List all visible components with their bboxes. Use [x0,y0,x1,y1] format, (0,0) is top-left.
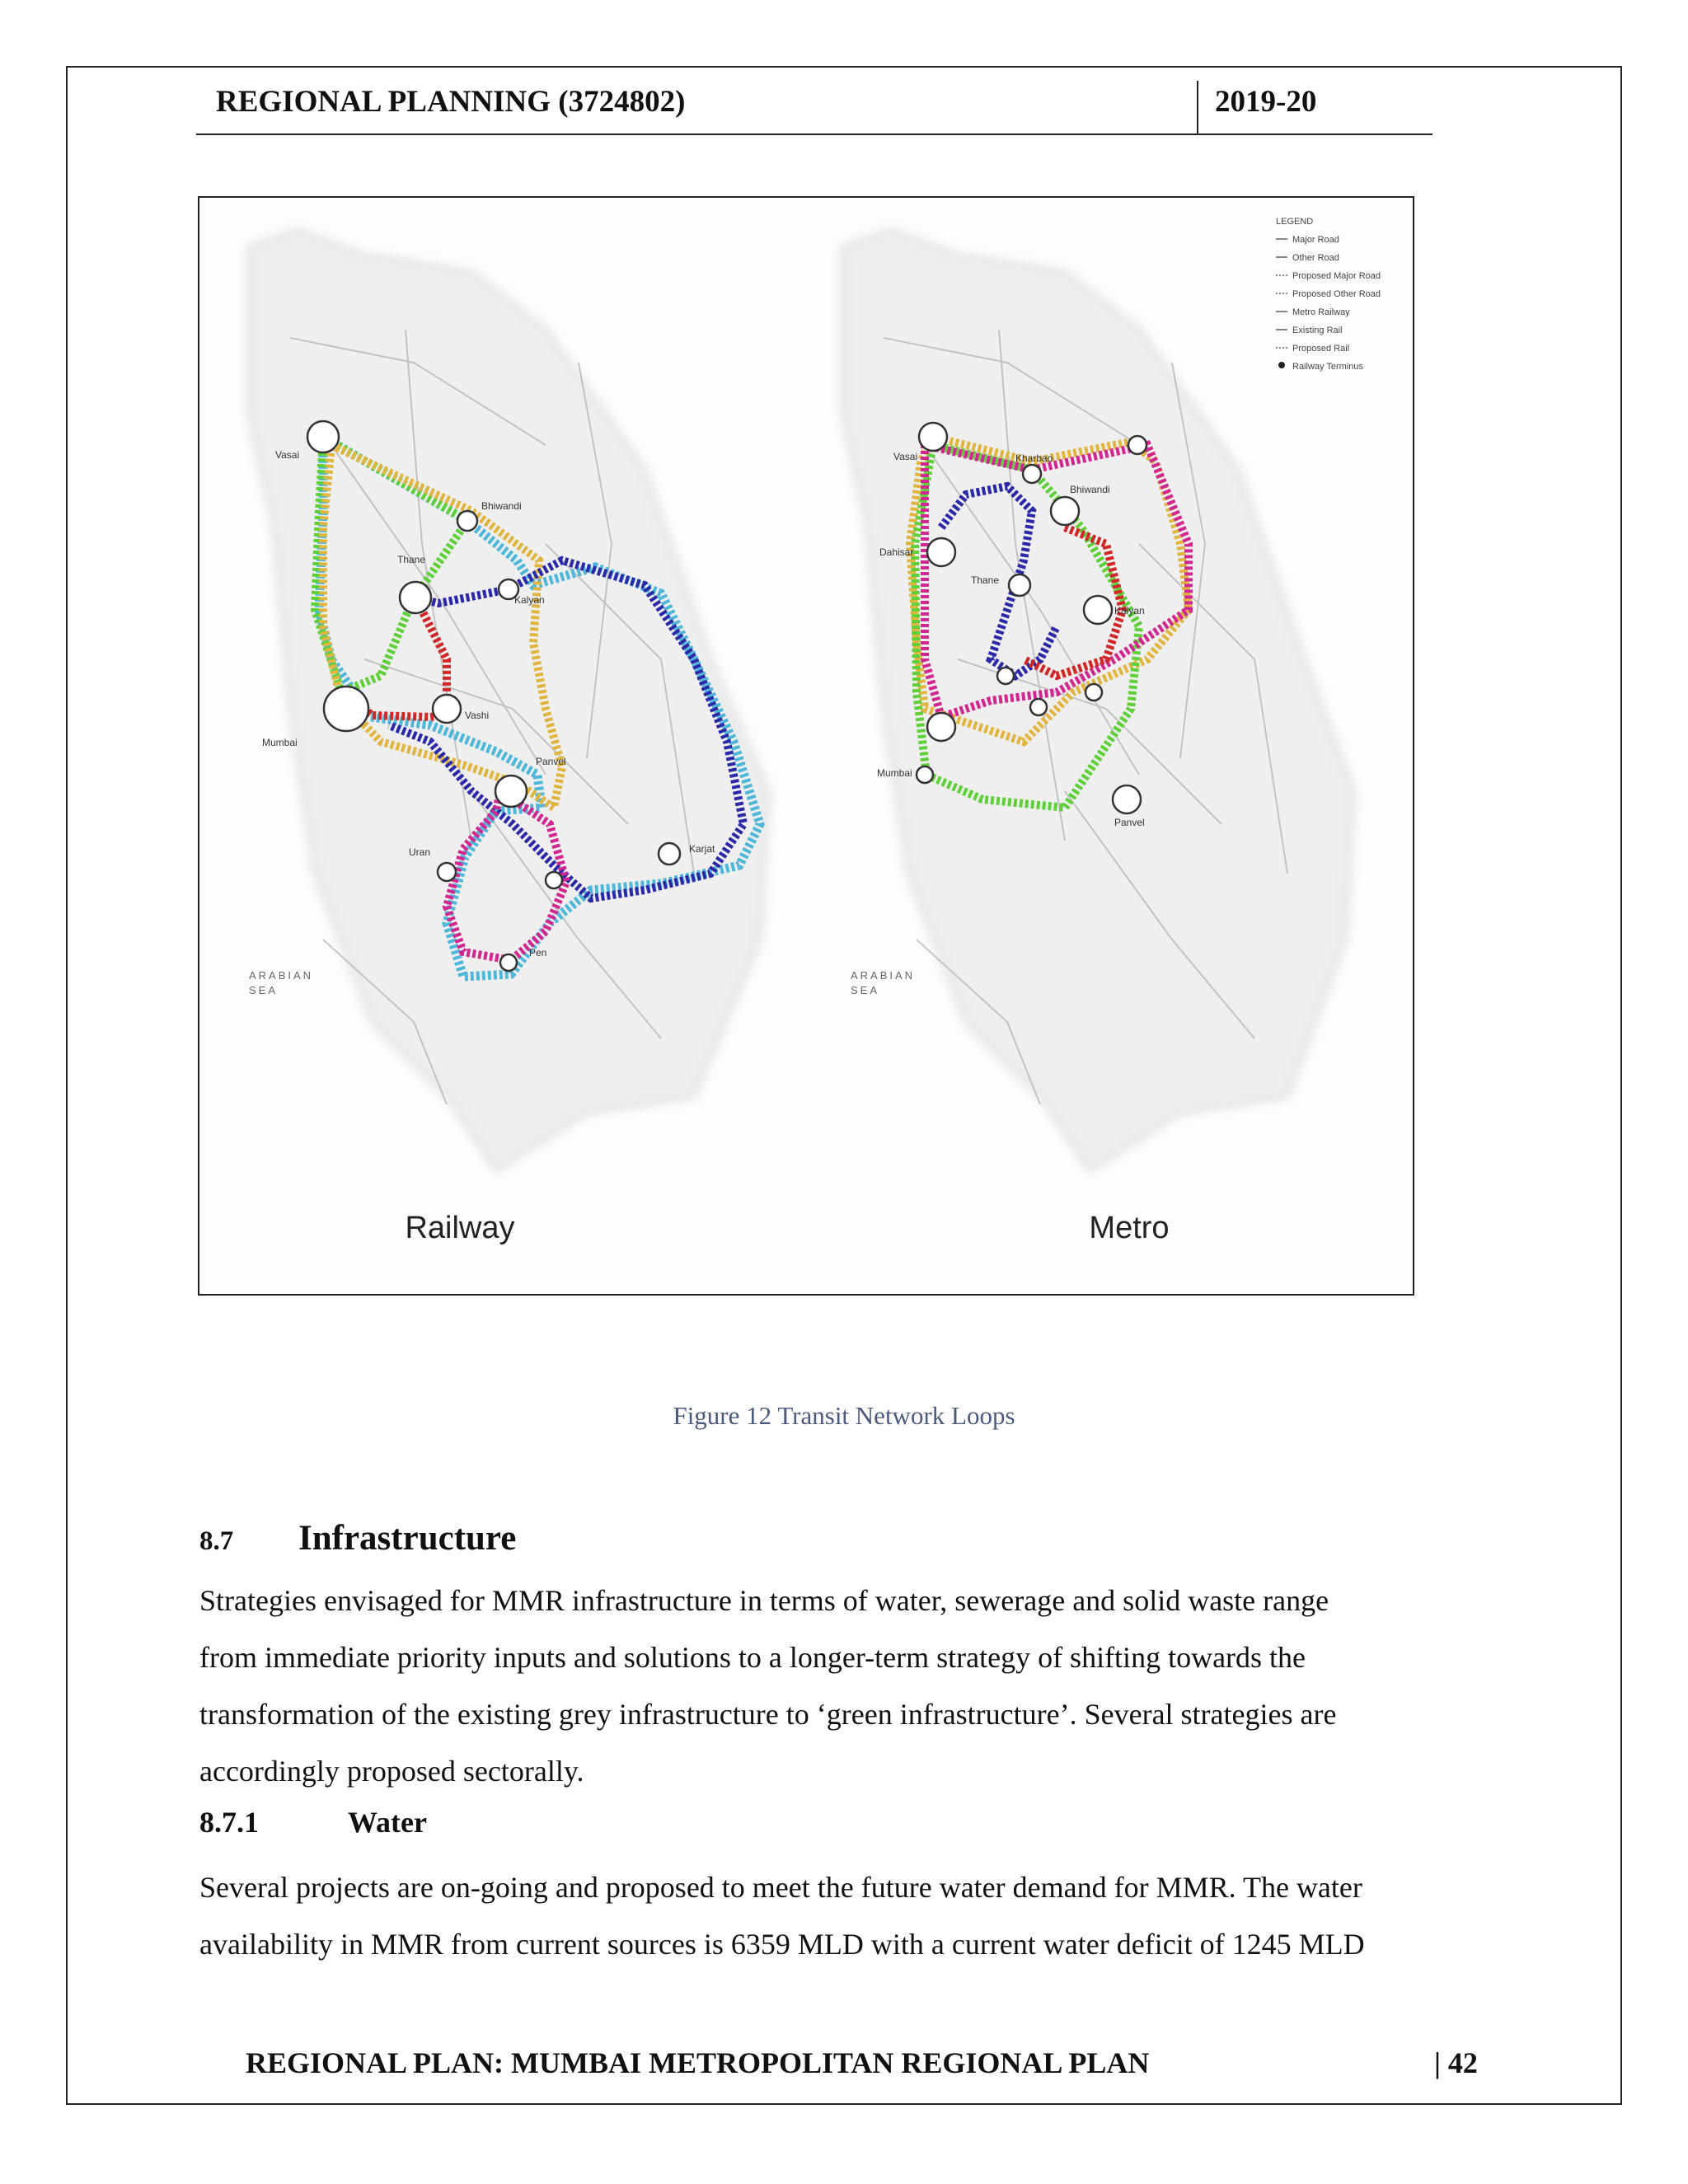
paragraph-line: Strategies envisaged for MMR infrastructure in terms of water, sewerage and solid waste range [199,1584,1329,1617]
subsection-paragraph [199,1859,1482,1973]
metro-station-vasai [919,423,947,451]
section-heading [199,1518,516,1558]
metro-station-kalyan [1084,596,1112,624]
label-kalyan: Kalyan [514,594,545,606]
station-vasai [307,421,339,452]
section-number: 8.7 [199,1526,234,1556]
station-uran [438,863,456,881]
label-thane: Thane [397,554,426,565]
page-header [196,81,1432,135]
subsection-number: 8.7.1 [199,1806,259,1839]
railway-sea-label-2: SEA [249,984,279,996]
station-thane [400,582,431,613]
station-mumbai [324,687,368,731]
legend-item-5: Metro Railway [1292,307,1350,317]
footer-title: REGIONAL PLAN: MUMBAI METROPOLITAN REGIONAL PLAN [246,2046,1150,2079]
metro-label-mumbai: Mumbai [877,767,912,779]
header-divider [1197,81,1198,134]
transit-maps [199,198,1413,1294]
paragraph-line: Several projects are on-going and proposed to meet the future water demand for MMR. The water [199,1871,1362,1904]
header-course-title: REGIONAL PLANNING (3724802) [216,85,686,119]
metro-label-thane: Thane [971,574,1000,586]
metro-station-thane [1009,574,1030,596]
legend-item-8: Railway Terminus [1292,362,1363,372]
label-mumbai: Mumbai [262,737,298,748]
station-pen [500,954,517,971]
station-karjat [659,843,680,865]
paragraph-line: accordingly proposed sectorally. [199,1755,584,1788]
legend-item-3: Proposed Major Road [1292,271,1381,281]
label-panvel: Panvel [536,756,566,767]
subsection-title: Water [348,1806,427,1839]
subsection-heading [199,1805,427,1840]
metro-station-kharbao [1023,465,1041,483]
header-year: 2019-20 [1215,85,1317,119]
label-vashi: Vashi [465,710,490,721]
paragraph-line: from immediate priority inputs and solutions to a longer-term strategy of shifting towards the [199,1641,1306,1674]
metro-label-bhiwandi: Bhiwandi [1070,484,1110,495]
railway-sea-label-1: ARABIAN [249,969,314,982]
metro-sea-label-1: ARABIAN [851,969,916,982]
metro-station-east [1030,699,1047,715]
station-junction [546,872,562,888]
metro-label-kalyan: Kalyan [1114,605,1145,616]
metro-map-title: Metro [1089,1211,1170,1245]
legend-item-1: Major Road [1292,235,1339,245]
metro-station-bhiwandi [1051,497,1079,525]
paragraph-line: transformation of the existing grey infrastructure to ‘green infrastructure’. Several strategies are [199,1698,1337,1731]
paragraph-line: availability in MMR from current sources is 6359 MLD with a current water deficit of 1245 MLD [199,1928,1365,1961]
legend-item-4: Proposed Other Road [1292,289,1381,299]
legend-item-7: Proposed Rail [1292,344,1350,354]
legend-item-6: Existing Rail [1292,326,1343,335]
label-uran: Uran [409,846,431,858]
metro-label-panvel: Panvel [1114,817,1145,828]
metro-station-central [927,713,955,741]
metro-label-kharbao: Kharbao [1015,452,1053,464]
station-vashi [433,695,461,723]
label-karjat: Karjat [689,843,715,855]
station-bhiwandi [457,511,477,531]
label-pen: Pen [529,947,547,958]
metro-sea-label-2: SEA [851,984,880,996]
section-title: Infrastructure [298,1519,517,1558]
legend-item-2: Other Road [1292,253,1339,263]
figure-caption: Figure 12 Transit Network Loops [673,1401,1015,1430]
metro-label-dahisar: Dahisar [879,546,914,558]
metro-station-terminus-ne [1128,436,1146,454]
railway-map [249,231,768,1245]
metro-station-dahisar [927,538,955,566]
label-bhiwandi: Bhiwandi [481,500,522,512]
label-vasai: Vasai [275,449,300,461]
transit-figure [198,196,1414,1296]
metro-legend [1276,217,1381,372]
metro-station-panvel [1113,785,1141,813]
station-panvel [495,776,527,807]
metro-station-mumbai [917,766,933,783]
metro-map [842,217,1381,1245]
metro-station-mid [997,668,1014,684]
metro-label-vasai: Vasai [893,451,918,462]
metro-station-south [1085,684,1102,701]
legend-title: LEGEND [1276,217,1314,227]
section-paragraph [199,1572,1482,1800]
railway-map-title: Railway [405,1211,515,1245]
page-number: | 42 [1434,2046,1478,2079]
